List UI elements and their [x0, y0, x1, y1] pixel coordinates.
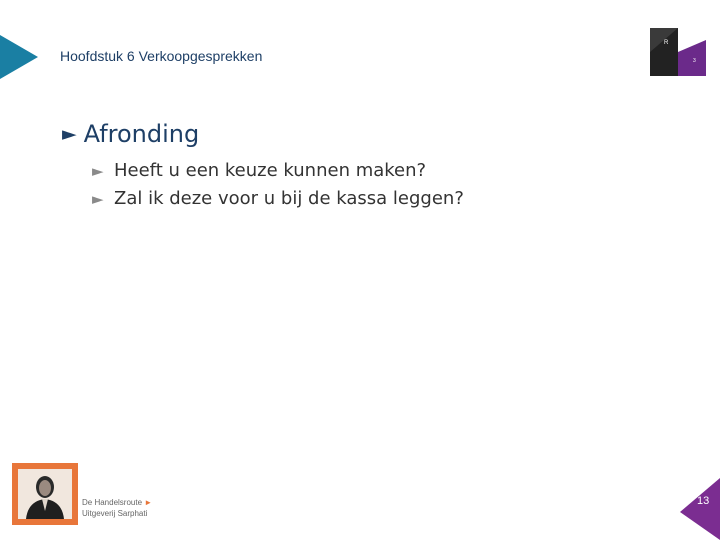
brand-arrow-icon: ►: [144, 498, 153, 507]
bullet-arrow-icon: ►: [92, 162, 104, 180]
chapter-title: Hoofdstuk 6 Verkoopgesprekken: [60, 48, 263, 64]
list-item-text: Zal ik deze voor u bij de kassa leggen?: [114, 188, 464, 209]
bullet-list: [92, 157, 464, 213]
logo-purple-block: [678, 40, 706, 76]
page-number: 13: [697, 495, 710, 507]
list-item-text: Heeft u een keuze kunnen maken?: [114, 160, 427, 181]
brand-line-2: Uitgeverij Sarphati: [82, 509, 148, 518]
logo-letter-bottom: 3: [693, 58, 696, 64]
logo-letter-top: R: [664, 40, 669, 46]
brand-line-1: De Handelsroute: [82, 498, 143, 507]
publisher-portrait-logo: [12, 463, 78, 525]
list-item: [92, 157, 464, 185]
page-number-corner: [680, 478, 720, 540]
heading-bullet-icon: ►: [62, 123, 77, 145]
brand-logo-mark: [648, 26, 708, 78]
section-heading: [62, 120, 199, 148]
corner-accent-triangle: [0, 35, 38, 79]
portrait-image: [18, 469, 72, 519]
publisher-brand: [82, 497, 152, 519]
section-heading-text: Afronding: [83, 120, 200, 148]
list-item: [92, 185, 464, 213]
bullet-arrow-icon: ►: [92, 190, 104, 208]
